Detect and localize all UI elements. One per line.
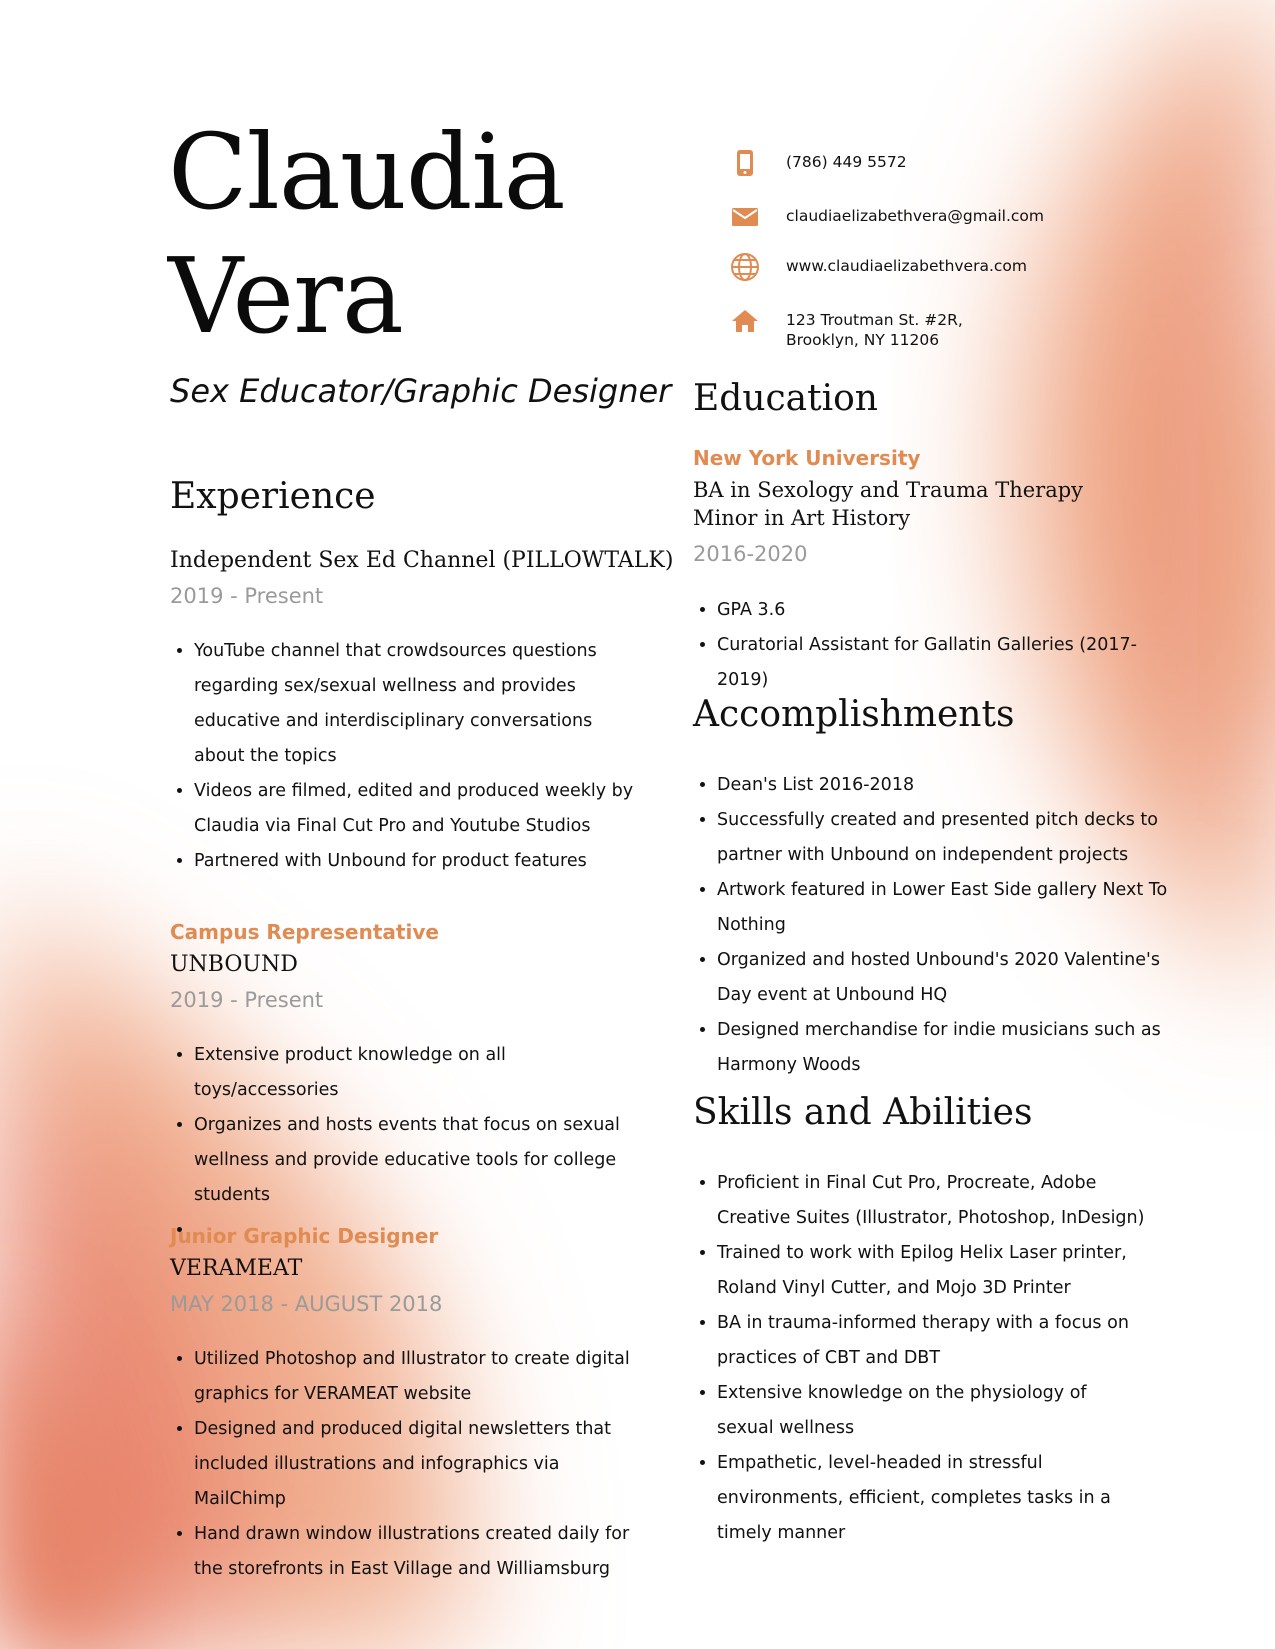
job-2-org: UNBOUND: [170, 952, 298, 977]
job-3-role: Junior Graphic Designer: [170, 1224, 439, 1248]
list-item: • Videos are filmed, edited and produced weekly by Claudia via Final Cut Pro and Youtube Studios: [194, 774, 644, 844]
contact-address: [728, 304, 963, 350]
job-3-bullets: [170, 1342, 644, 1587]
email-address[interactable]: claudiaelizabethvera@gmail.com: [786, 207, 1045, 225]
list-item: • Organized and hosted Unbound's 2020 Valentine's Day event at Unbound HQ: [717, 943, 1177, 1013]
education-minor: Minor in Art History: [693, 506, 911, 530]
list-item: • Organizes and hosts events that focus on sexual wellness and provide educative tools for college students: [194, 1108, 644, 1213]
list-item: • Designed and produced digital newsletters that included illustrations and infographics via MailChimp: [194, 1412, 644, 1517]
job-2-dates: 2019 - Present: [170, 988, 324, 1012]
job-1-dates: 2019 - Present: [170, 584, 324, 608]
list-item: • Trained to work with Epilog Helix Laser printer, Roland Vinyl Cutter, and Mojo 3D Printer: [717, 1236, 1147, 1306]
list-item: • Utilized Photoshop and Illustrator to create digital graphics for VERAMEAT website: [194, 1342, 644, 1412]
experience-heading: Experience: [170, 476, 376, 517]
job-1-bullets: [170, 634, 644, 879]
education-school: New York University: [693, 446, 921, 470]
envelope-icon: [728, 200, 762, 234]
address-line-1: 123 Troutman St. #2R,: [786, 311, 963, 329]
list-item: • GPA 3.6: [717, 593, 1157, 628]
list-item: • Dean's List 2016-2018: [717, 768, 1177, 803]
accomplishments-bullets: [693, 768, 1177, 1083]
last-name: Vera: [168, 235, 403, 357]
contact-website: [728, 250, 1027, 284]
list-item: • Proficient in Final Cut Pro, Procreate, Adobe Creative Suites (Illustrator, Photoshop, InDesign): [717, 1166, 1147, 1236]
list-item: • YouTube channel that crowdsources questions regarding sex/sexual wellness and provides educative and interdisciplinary conversations about the topics: [194, 634, 644, 774]
list-item: • Successfully created and presented pitch decks to partner with Unbound on independent projects: [717, 803, 1177, 873]
contact-phone: [728, 146, 907, 180]
education-heading: Education: [693, 378, 878, 419]
first-name: Claudia: [168, 111, 565, 233]
job-title: Sex Educator/Graphic Designer: [170, 372, 672, 410]
phone-icon: [728, 146, 762, 180]
list-item: • Extensive knowledge on the physiology of sexual wellness: [717, 1376, 1147, 1446]
list-item: • Extensive product knowledge on all toys/accessories: [194, 1038, 644, 1108]
list-item: • Designed merchandise for indie musicians such as Harmony Woods: [717, 1013, 1177, 1083]
globe-icon: [728, 250, 762, 284]
job-3-org: VERAMEAT: [170, 1256, 303, 1281]
education-dates: 2016-2020: [693, 542, 808, 566]
job-1-org: Independent Sex Ed Channel (PILLOWTALK): [170, 548, 674, 573]
skills-bullets: [693, 1166, 1147, 1551]
education-bullets: [693, 593, 1157, 698]
address: [786, 304, 963, 350]
phone-number[interactable]: (786) 449 5572: [786, 153, 907, 171]
skills-heading: Skills and Abilities: [693, 1092, 1033, 1133]
website-url[interactable]: www.claudiaelizabethvera.com: [786, 257, 1027, 275]
list-item: • BA in trauma-informed therapy with a focus on practices of CBT and DBT: [717, 1306, 1147, 1376]
home-icon: [728, 304, 762, 338]
list-item: • Hand drawn window illustrations created daily for the storefronts in East Village and Williamsburg: [194, 1517, 644, 1587]
list-item: • Empathetic, level-headed in stressful environments, efficient, completes tasks in a timely manner: [717, 1446, 1147, 1551]
education-degree: BA in Sexology and Trauma Therapy: [693, 478, 1084, 502]
job-2-role: Campus Representative: [170, 920, 439, 944]
list-item: • Partnered with Unbound for product features: [194, 844, 644, 879]
job-2-bullets: [170, 1038, 644, 1248]
list-item: • Curatorial Assistant for Gallatin Galleries (2017-2019): [717, 628, 1157, 698]
accomplishments-heading: Accomplishments: [693, 694, 1015, 735]
contact-email: [728, 200, 1044, 234]
job-3-dates: MAY 2018 - AUGUST 2018: [170, 1292, 443, 1316]
address-line-2: Brooklyn, NY 11206: [786, 331, 940, 349]
list-item: • Artwork featured in Lower East Side gallery Next To Nothing: [717, 873, 1177, 943]
